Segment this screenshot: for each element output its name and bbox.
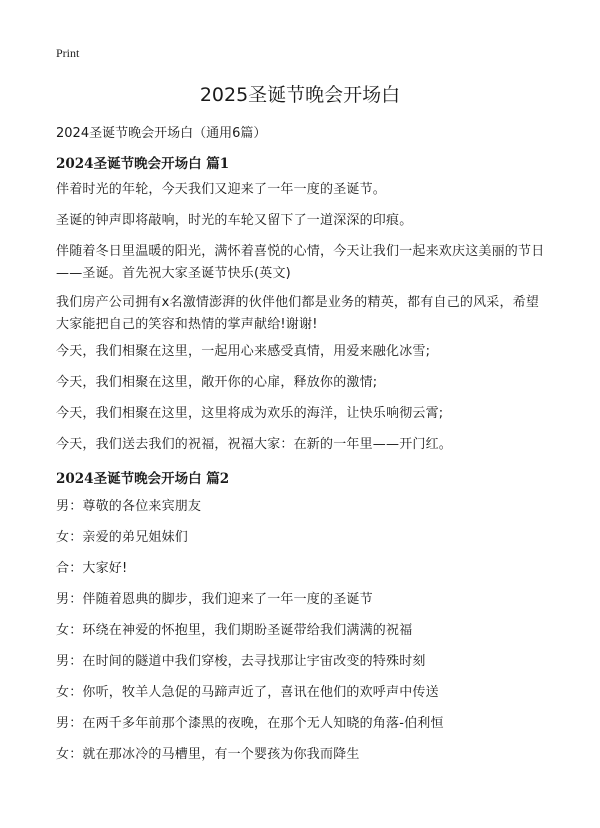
paragraph: 男：在两千多年前那个漆黑的夜晚，在那个无人知晓的角落-伯利恒 (56, 716, 444, 731)
document-title: 2025圣诞节晚会开场白 (199, 84, 401, 106)
paragraph: 合：大家好! (56, 561, 128, 576)
paragraph: 男：伴随着恩典的脚步，我们迎来了一年一度的圣诞节 (56, 592, 373, 607)
paragraph: 女：就在那冰冷的马槽里，有一个婴孩为你我而降生 (56, 747, 360, 762)
paragraph: 女：你听，牧羊人急促的马蹄声近了，喜讯在他们的欢呼声中传送 (56, 685, 439, 700)
paragraph: 女：环绕在神爱的怀抱里，我们期盼圣诞带给我们满满的祝福 (56, 623, 413, 638)
paragraph: 男：尊敬的各位来宾朋友 (56, 499, 202, 514)
paragraph: 今天，我们送去我们的祝福，祝福大家：在新的一年里——开门红。 (56, 437, 453, 452)
section-heading-1: 2024圣诞节晚会开场白 篇1 (56, 156, 230, 172)
paragraph: 我们房产公司拥有x名激情澎湃的伙伴他们都是业务的精英，都有自己的风采，希望大家能把自己的笑容和热情的掌声献给!谢谢! (56, 295, 540, 332)
paragraph: 圣诞的钟声即将敲响，时光的车轮又留下了一道深深的印痕。 (56, 213, 413, 228)
paragraph: 今天，我们相聚在这里，敞开你的心扉，释放你的激情; (56, 375, 378, 390)
paragraph: 伴随着冬日里温暖的阳光，满怀着喜悦的心情，今天让我们一起来欢庆这美丽的节日——圣诞。首先祝大家圣诞节快乐(英文) (56, 244, 545, 281)
paragraph: 伴着时光的年轮，今天我们又迎来了一年一度的圣诞节。 (56, 182, 387, 197)
paragraph: 男：在时间的隧道中我们穿梭，去寻找那让宇宙改变的特殊时刻 (56, 654, 426, 669)
document-subtitle: 2024圣诞节晚会开场白（通用6篇） (56, 126, 267, 141)
paragraph: 女：亲爱的弟兄姐妹们 (56, 530, 189, 545)
paragraph: 今天，我们相聚在这里，这里将成为欢乐的海洋，让快乐响彻云霄; (56, 406, 444, 421)
print-label: Print (56, 46, 80, 60)
paragraph: 今天，我们相聚在这里，一起用心来感受真情，用爱来融化冰雪; (56, 344, 431, 359)
section-heading-2: 2024圣诞节晚会开场白 篇2 (56, 471, 230, 487)
